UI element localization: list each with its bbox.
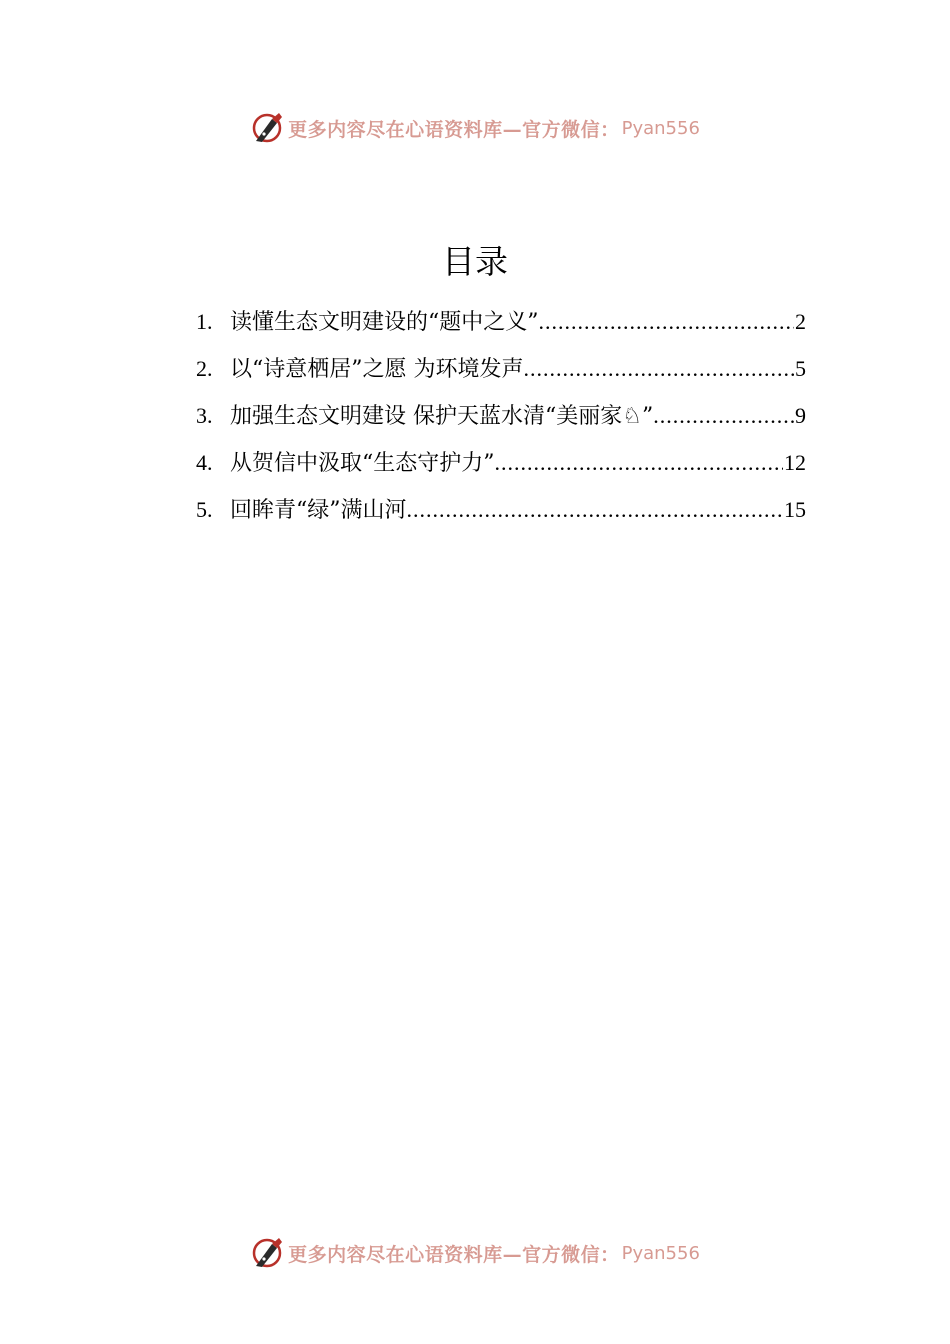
toc-entry-number: 1.	[196, 309, 213, 334]
toc-entry-number: 4.	[196, 450, 213, 475]
toc-dot-leader	[524, 351, 795, 387]
toc-entry-title: 回眸青“绿”满山河	[230, 498, 407, 523]
toc-dot-leader	[495, 445, 784, 481]
toc-entry-page: 15	[784, 497, 806, 522]
toc-entry[interactable]	[196, 351, 806, 398]
toc-entry-page: 9	[795, 403, 806, 428]
toc-title: 目录	[442, 242, 508, 281]
banner-wechat-id: Pyan556	[621, 117, 700, 139]
banner-text: 更多内容尽在心语资料库—官方微信：	[288, 1243, 620, 1266]
toc-dot-leader	[539, 304, 795, 340]
toc-entry-title: 以“诗意栖居”之愿 为环境发声	[230, 357, 524, 382]
toc-entry[interactable]	[196, 445, 806, 492]
header-banner	[0, 108, 950, 148]
table-of-contents	[196, 304, 806, 539]
toc-entry-page: 2	[795, 309, 806, 334]
toc-entry-title: 加强生态文明建设 保护天蓝水清“美丽家♘”	[230, 404, 654, 429]
toc-entry-number: 3.	[196, 403, 213, 428]
toc-dot-leader	[407, 492, 784, 528]
toc-entry[interactable]	[196, 398, 806, 445]
banner-text: 更多内容尽在心语资料库—官方微信：	[288, 118, 620, 141]
footer-banner	[0, 1233, 950, 1273]
toc-entry-page: 12	[784, 450, 806, 475]
toc-entry-title: 从贺信中汲取“生态守护力”	[230, 451, 495, 476]
toc-entry[interactable]	[196, 304, 806, 351]
toc-entry-number: 5.	[196, 497, 213, 522]
pen-logo-icon	[250, 1236, 284, 1270]
toc-entry[interactable]	[196, 492, 806, 539]
toc-entry-title: 读懂生态文明建设的“题中之义”	[230, 310, 539, 335]
toc-entry-page: 5	[795, 356, 806, 381]
toc-dot-leader	[653, 398, 794, 434]
pen-logo-icon	[250, 111, 284, 145]
banner-wechat-id: Pyan556	[621, 1242, 700, 1264]
toc-entry-number: 2.	[196, 356, 213, 381]
